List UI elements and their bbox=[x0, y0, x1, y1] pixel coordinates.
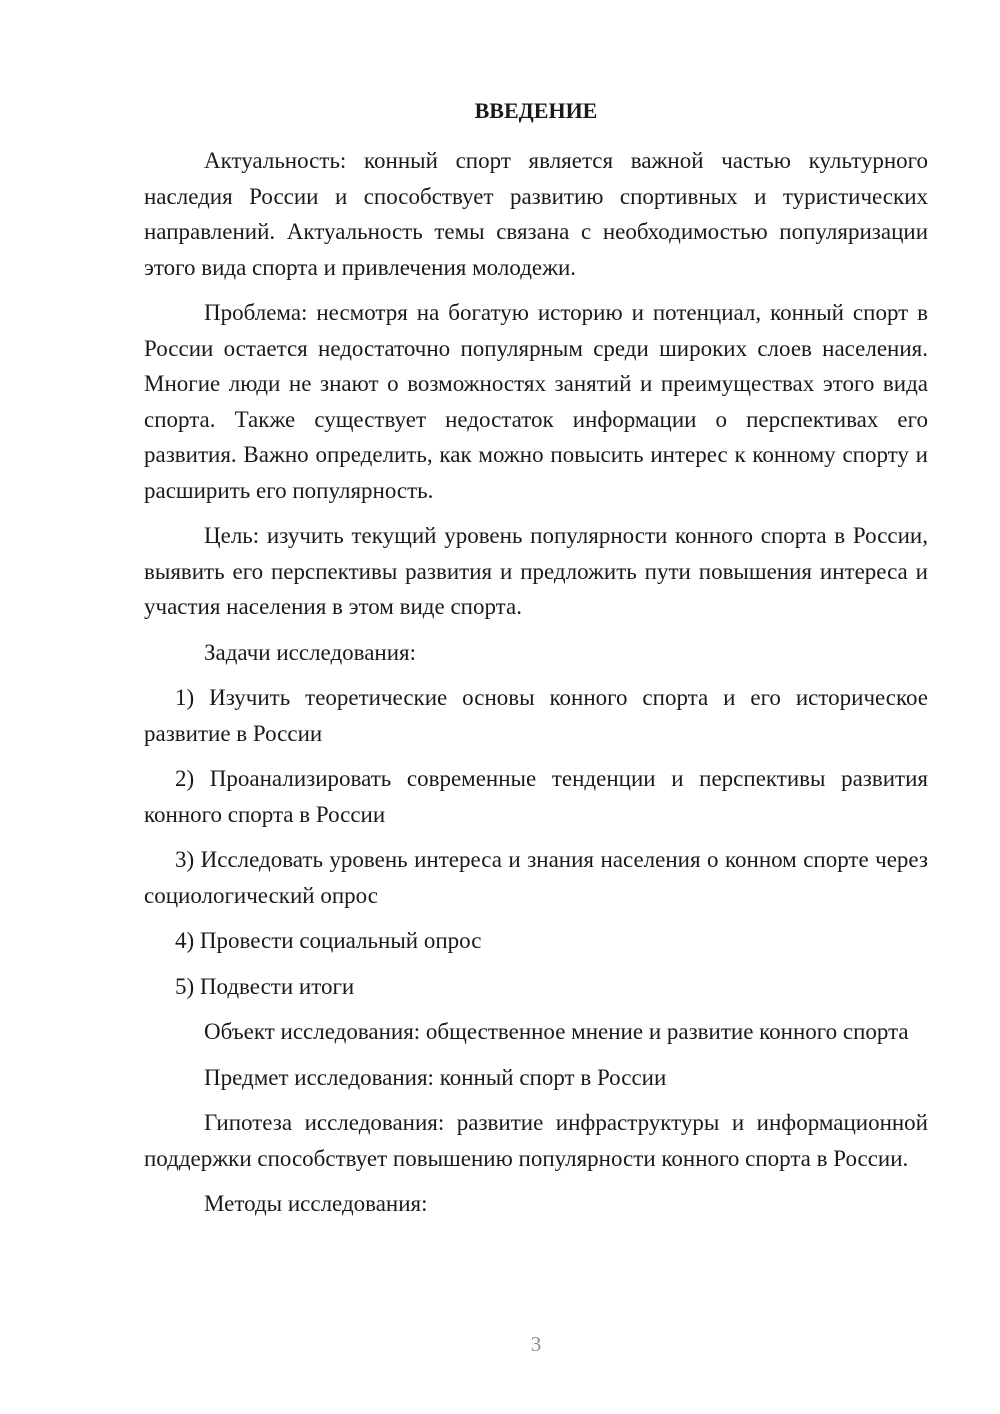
task-item-1: 1) Изучить теоретические основы конного спорта и его историческое развитие в России bbox=[144, 685, 928, 746]
document-page bbox=[144, 94, 928, 1232]
task-item-5: 5) Подвести итоги bbox=[175, 973, 355, 999]
paragraph-relevance: Актуальность: конный спорт является важной частью культурного наследия России и способствует развитию спортивных и туристических направлений. Актуальность темы связана с необходимостью популяризации этого вида спорта и привлечения молодежи. bbox=[144, 148, 928, 280]
paragraph-problem: Проблема: несмотря на богатую историю и потенциал, конный спорт в России остается недостаточно популярным среди широких слоев населения. Многие люди не знают о возможностях занятий и преимуществах этого вида спорта. Также существует недостаток информации о перспективах его развития. Важно определить, как можно повысить интерес к конному спорту и расширить его популярность. bbox=[144, 300, 928, 503]
paragraph-hypothesis: Гипотеза исследования: развитие инфраструктуры и информационной поддержки способствует повышению популярности конного спорта в России. bbox=[144, 1110, 928, 1171]
paragraph-goal: Цель: изучить текущий уровень популярности конного спорта в России, выявить его перспективы развития и предложить пути повышения интереса и участия населения в этом виде спорта. bbox=[144, 523, 928, 619]
section-title: ВВЕДЕНИЕ bbox=[474, 98, 598, 123]
paragraph-subject: Предмет исследования: конный спорт в России bbox=[204, 1064, 667, 1090]
task-item-4: 4) Провести социальный опрос bbox=[175, 928, 482, 953]
paragraph-methods: Методы исследования: bbox=[204, 1191, 428, 1216]
paragraph-tasks-heading: Задачи исследования: bbox=[204, 639, 417, 665]
task-item-3: 3) Исследовать уровень интереса и знания населения о конном спорте через социологический опрос bbox=[144, 847, 928, 908]
paragraph-object: Объект исследования: общественное мнение и развитие конного спорта bbox=[204, 1019, 909, 1044]
task-item-2: 2) Проанализировать современные тенденции и перспективы развития конного спорта в России bbox=[144, 766, 928, 827]
page-number: 3 bbox=[530, 1332, 542, 1356]
